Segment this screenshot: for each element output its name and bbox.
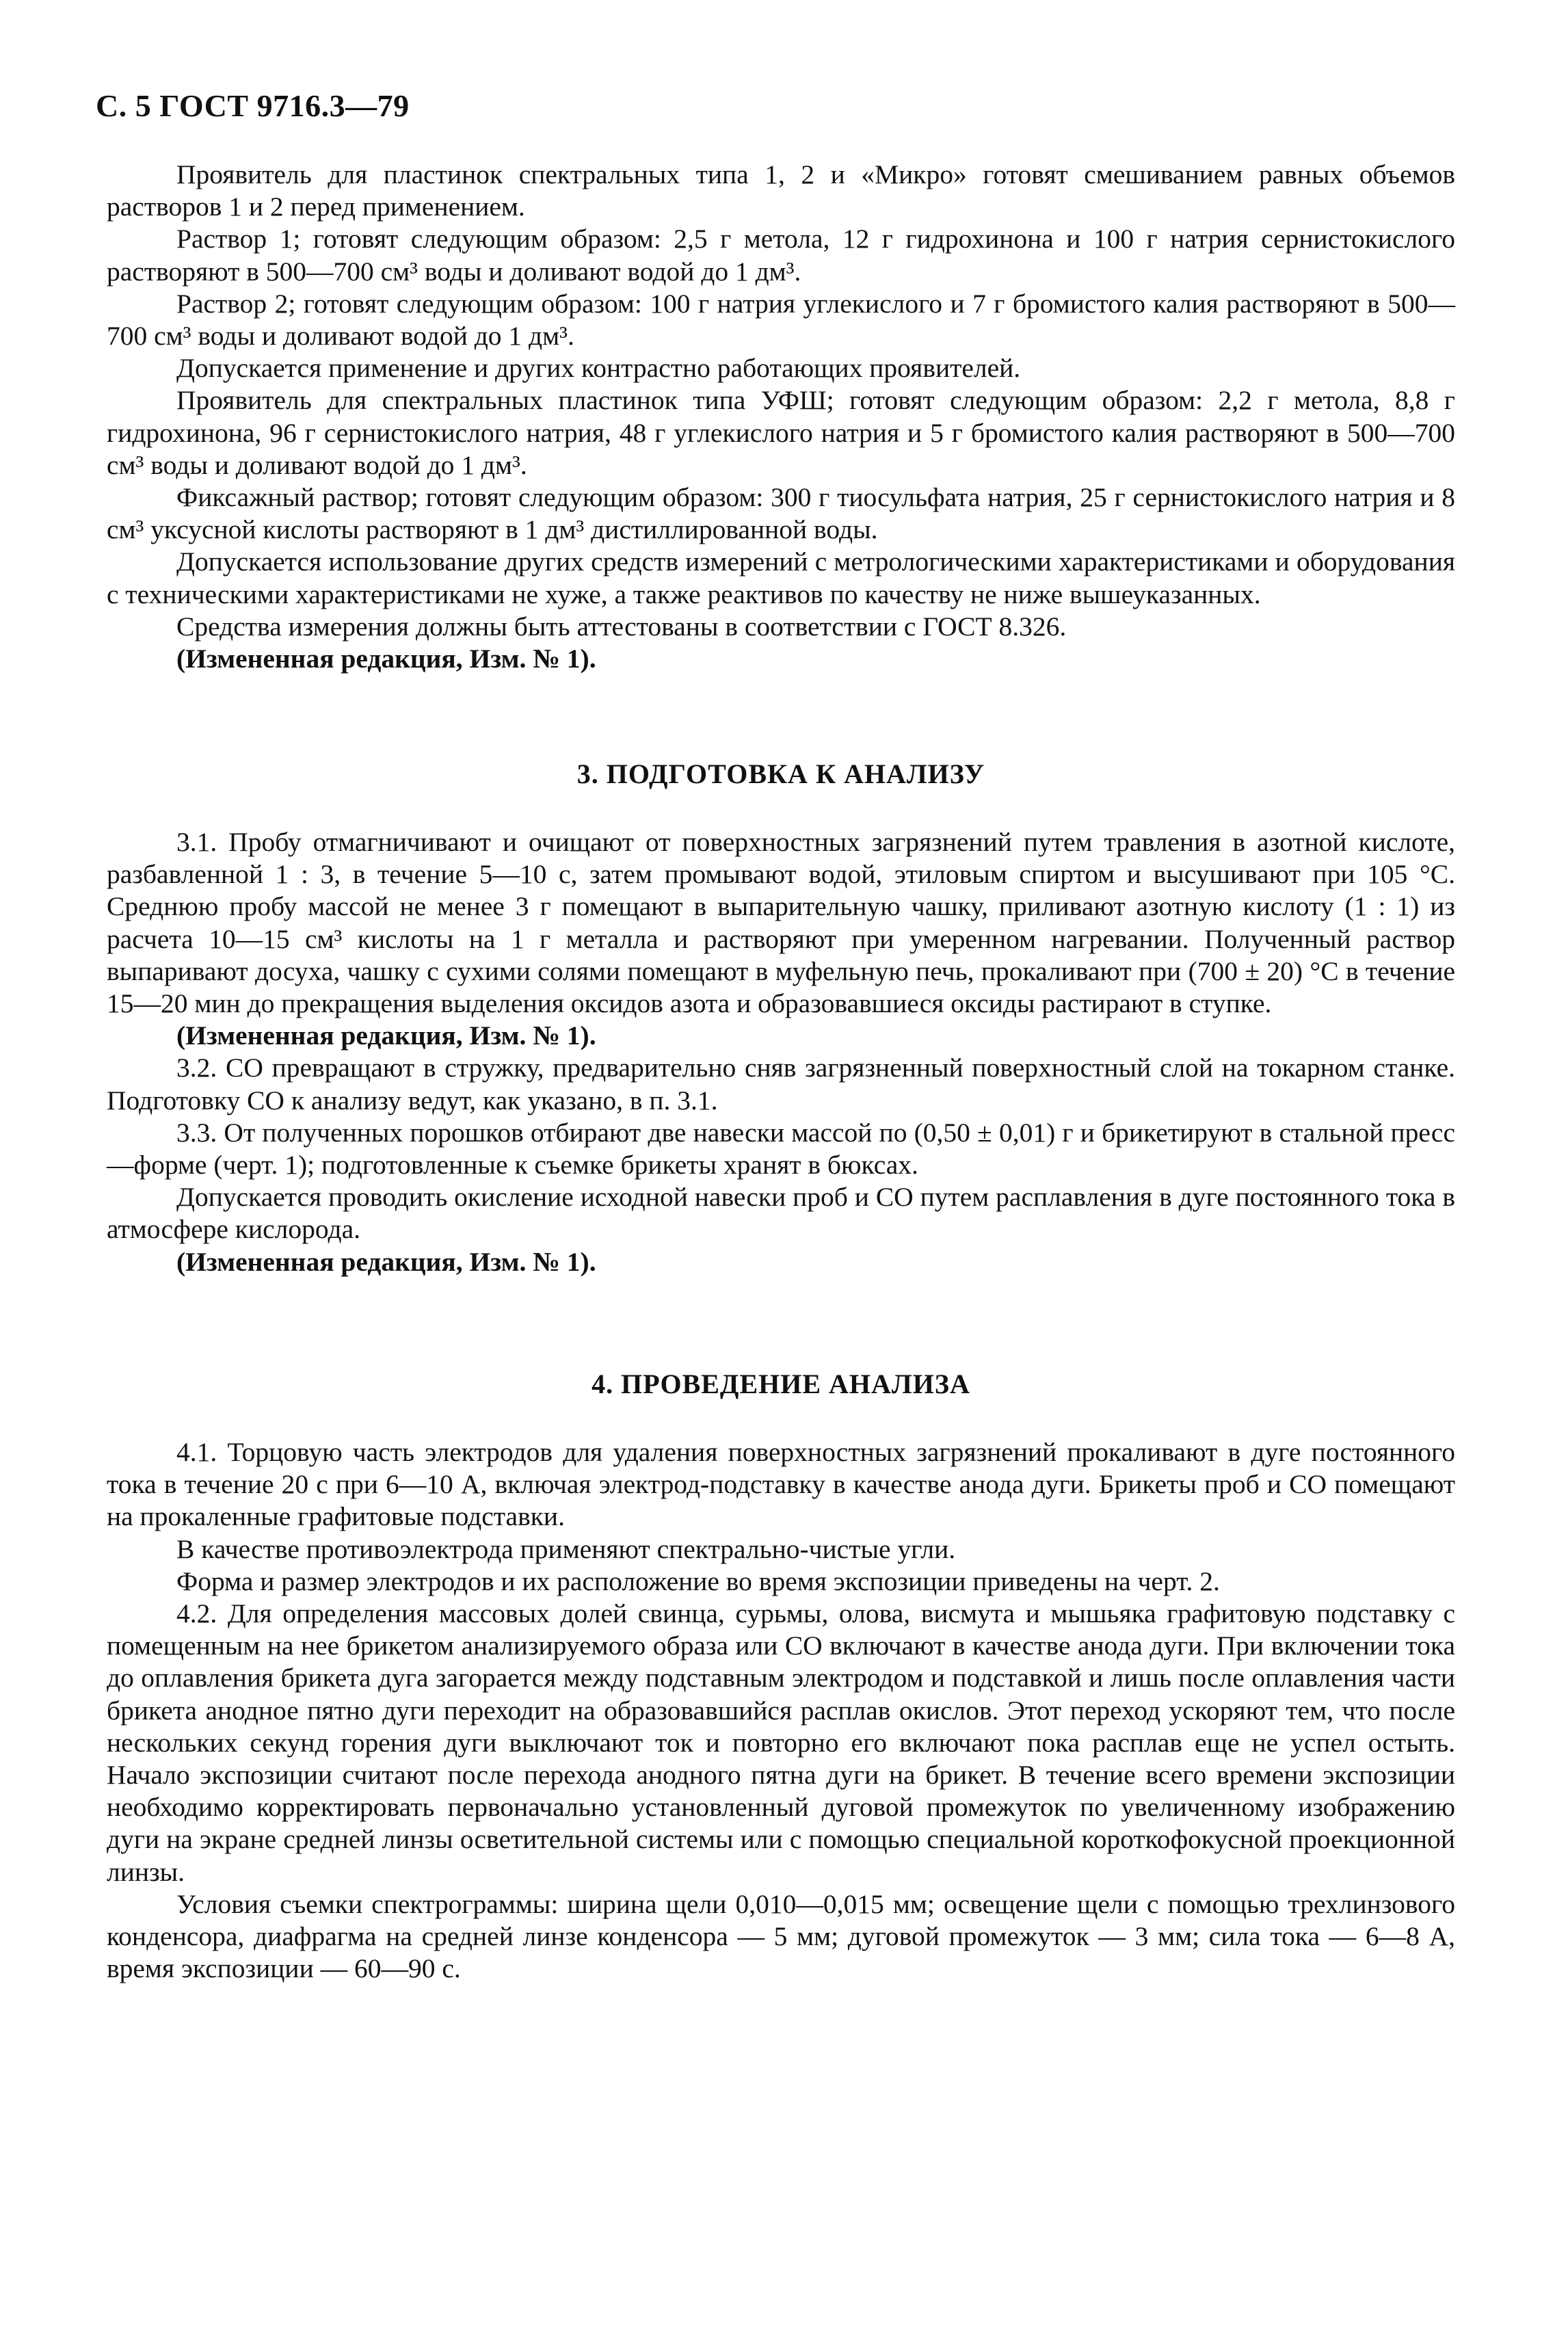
materials-block [107,159,1455,675]
paragraph: Допускается использование других средств измерений с метрологическими характеристиками и оборудования с техническими характеристиками не хуже, а также реактивов по качеству не ниже вышеуказанных. [107,546,1455,609]
revision-note: (Измененная редакция, Изм. № 1). [176,1020,596,1051]
section-4-block [107,1436,1455,1985]
paragraph: Проявитель для пластинок спектральных типа 1, 2 и «Микро» готовят смешиванием равных объемов растворов 1 и 2 перед применением. [107,159,1455,222]
section-3-block [107,826,1455,1278]
paragraph: 4.1. Торцовую часть электродов для удаления поверхностных загрязнений прокаливают в дуге постоянного тока в течение 20 с при 6—10 А, включая электрод-подставку в качестве анода дуги. Брикеты проб и СО помещают на прокаленные графитовые подставки. [107,1437,1455,1532]
paragraph: 3.3. От полученных порошков отбирают две навески массой по (0,50 ± 0,01) г и брикетируют в стальной пресс—форме (черт. 1); подготовленные к съемке брикеты хранят в бюксах. [107,1117,1455,1180]
paragraph: Средства измерения должны быть аттестованы в соответствии с ГОСТ 8.326. [176,611,1067,642]
paragraph: Допускается проводить окисление исходной навески проб и СО путем расплавления в дуге постоянного тока в атмосфере кислорода. [107,1182,1455,1245]
paragraph: Раствор 1; готовят следующим образом: 2,5 г метола, 12 г гидрохинона и 100 г натрия сернистокислого растворяют в 500—700 см³ воды и доливают водой до 1 дм³. [107,224,1455,287]
paragraph: Условия съемки спектрограммы: ширина щели 0,010—0,015 мм; освещение щели с помощью трехлинзового конденсора, диафрагма на средней линзе конденсора — 5 мм; дуговой промежуток — 3 мм; сила тока — 6—8 А, время экспозиции — 60—90 с. [107,1888,1455,1984]
paragraph: В качестве противоэлектрода применяют спектрально-чистые угли. [176,1533,956,1564]
paragraph: Раствор 2; готовят следующим образом: 100 г натрия углекислого и 7 г бромистого калия растворяют в 500—700 см³ воды и доливают водой до 1 дм³. [107,288,1455,352]
revision-note: (Измененная редакция, Изм. № 1). [176,644,596,674]
paragraph: 4.2. Для определения массовых долей свинца, сурьмы, олова, висмута и мышьяка графитовую подставку с помещенным на нее брикетом анализируемого образа или СО включают в качестве анода дуги. При включении тока до оплавления брикета дуга загорается между подставным электродом и подставкой и лишь после оплавления части брикета анодное пятно дуги переходит на образовавшийся расплав окислов. Этот переход ускоряют тем, что после нескольких секунд горения дуги выключают ток и повторно его включают пока расплав еще не успел остыть. Начало экспозиции считают после перехода анодного пятна дуги на брикет. В течение всего времени экспозиции необходимо корректировать первоначально установленный дуговой промежуток по увеличенному изображению дуги на экране средней линзы осветительной системы или с помощью специальной короткофокусной проекционной линзы. [107,1598,1455,1887]
paragraph: 3.1. Пробу отмагничивают и очищают от поверхностных загрязнений путем травления в азотной кислоте, разбавленной 1 : 3, в течение 5—10 с, затем промывают водой, этиловым спиртом и высушивают при 105 °С. Среднюю пробу массой не менее 3 г помещают в выпарительную чашку, приливают азотную кислоту (1 : 1) из расчета 10—15 см³ кислоты на 1 г металла и растворяют при умеренном нагревании. Полученный раствор выпаривают досуха, чашку с сухими солями помещают в муфельную печь, прокаливают при (700 ± 20) °С в течение 15—20 мин до прекращения выделения оксидов азота и образовавшиеся оксиды растирают в ступке. [107,827,1455,1019]
revision-note: (Измененная редакция, Изм. № 1). [176,1246,596,1277]
paragraph: Допускается применение и других контрастно работающих проявителей. [176,353,1021,384]
paragraph: 3.2. СО превращают в стружку, предварительно сняв загрязненный поверхностный слой на токарном станке. Подготовку СО к анализу ведут, как указано, в п. 3.1. [107,1053,1455,1115]
section-heading: 3. ПОДГОТОВКА К АНАЛИЗУ [576,758,985,789]
page-header: С. 5 ГОСТ 9716.3—79 [96,88,410,123]
paragraph: Форма и размер электродов и их расположение во время экспозиции приведены на черт. 2. [176,1566,1220,1596]
section-heading: 4. ПРОВЕДЕНИЕ АНАЛИЗА [592,1369,970,1399]
paragraph: Фиксажный раствор; готовят следующим образом: 300 г тиосульфата натрия, 25 г сернистокислого натрия и 8 см³ уксусной кислоты растворяют в 1 дм³ дистиллированной воды. [107,482,1455,545]
paragraph: Проявитель для спектральных пластинок типа УФШ; готовят следующим образом: 2,2 г метола, 8,8 г гидрохинона, 96 г сернистокислого натрия, 48 г углекислого натрия и 5 г бромистого калия растворяют в 500—700 см³ воды и доливают водой до 1 дм³. [107,385,1455,480]
